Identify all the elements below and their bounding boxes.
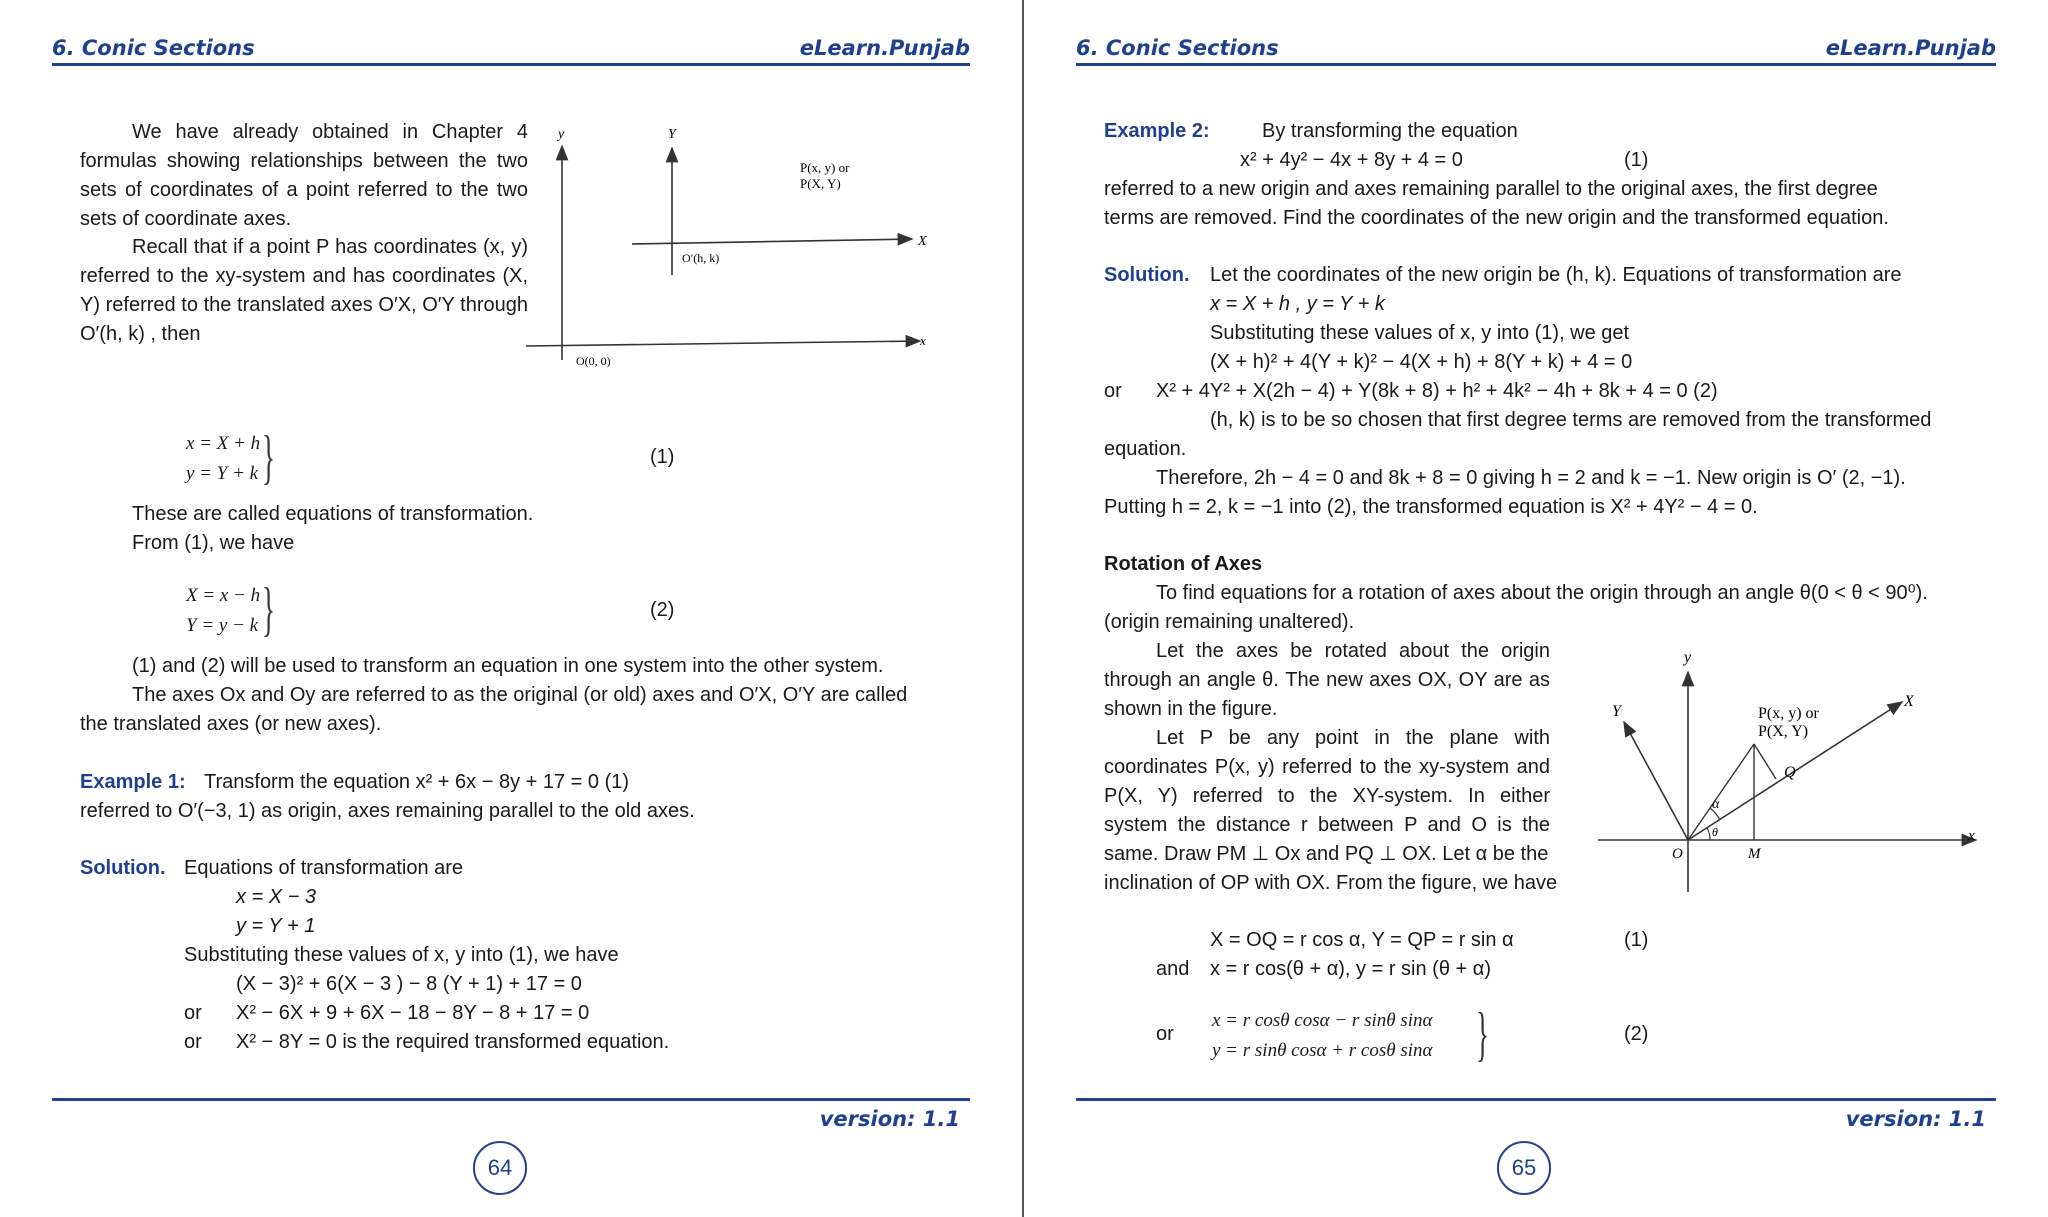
example2-equation: x² + 4y² − 4x + 8y + 4 = 0 [1240,149,1463,171]
solution-step-1: x = X − 3 [236,886,317,908]
solution-step-4: X² + 4Y² + X(2h − 4) + Y(8k + 8) + h² + 4k² − 4h + 8k + 4 = 0 (2) [1156,380,1718,402]
rotation-para-4: Let P be any point in the plane with coordinates P(x, y) referred to the xy-system and P(X, Y) referred to the XY-system. In either system the distance r between P and O is the same. Draw PM ⊥ Ox and PQ ⊥ OX. Let α be the [1104,727,1550,865]
O-label: O [1672,846,1683,862]
eq1-brace: } [262,424,275,490]
page-header [1076,36,1996,66]
from1-text: From (1), we have [132,532,295,554]
intro-paragraph-2: Recall that if a point P has coordinates (x, y) referred to the xy-system and has coordinates (X, Y) referred to the translated axes O′X, O′Y through O′(h, k) , then [80,236,528,345]
solution-step-1: x = X + h , y = Y + k [1210,293,1385,315]
or-label-1: or [184,1002,202,1024]
eq2-tag: (2) [650,599,675,621]
example1-text: Transform the equation x² + 6x − 8y + 17 = 0 (1) [204,771,630,793]
alpha-label: α [1712,797,1720,812]
rotation-eq-3: x = r cosθ cosα − r sinθ sinα [1212,1010,1433,1031]
brand-name: eLearn.Punjab [1825,36,1996,60]
point-label-1: P(x, y) or [800,160,850,175]
eq1-tag: (1) [650,446,675,468]
X-axis [632,239,912,244]
rotation-figure [1598,640,1988,900]
solution-text: Let the coordinates of the new origin be (h, k). Equations of transformation are [1210,264,1902,286]
solution-step-6: equation. [1104,438,1187,460]
theta-label: θ [1712,825,1718,839]
solution-step-3: Substituting these values of x, y into (1), we have [184,944,619,966]
rotation-brace: } [1476,1001,1489,1067]
point-label-1: P(x, y) or [1758,705,1819,722]
called-text: These are called equations of transformation. [132,503,534,525]
example2-para-1: referred to a new origin and axes remaining parallel to the original axes, the first degree [1104,178,1878,200]
and-label: and [1156,958,1190,980]
origin-label: O(0, 0) [576,354,611,368]
y-label: y [1684,649,1692,666]
page-header [52,36,970,66]
intro-paragraph-1: We have already obtained in Chapter 4 formulas showing relationships between the two sets of coordinates of a point referred to the two sets of coordinate axes. [80,121,528,230]
version-label: version: 1.1 [819,1107,960,1131]
X-label: X [1904,693,1914,710]
axes-text-2: the translated axes (or new axes). [80,713,382,735]
solution-step-6: X² − 8Y = 0 is the required transformed equation. [236,1031,670,1053]
Q-label: Q [1784,764,1796,781]
page-footer [52,1098,970,1131]
solution-step-5: (h, k) is to be so chosen that first degree terms are removed from the transformed [1210,409,1932,431]
eq2-line1: X = x − h [186,585,261,606]
example2-para-2: terms are removed. Find the coordinates of the new origin and the transformed equation. [1104,207,1889,229]
eq1-line1: x = X + h [186,433,261,454]
rotation-para-5: inclination of OP with OX. From the figure, we have [1104,872,1558,894]
Y-label: Y [1612,703,1621,720]
solution-step-5: X² − 6X + 9 + 6X − 18 − 8Y − 8 + 17 = 0 [236,1002,590,1024]
or-label-2: or [184,1031,202,1053]
PQ-line [1754,744,1776,779]
Y-label: Y [668,127,676,142]
example1-text-2: referred to O′(−3, 1) as origin, axes remaining parallel to the old axes. [80,800,695,822]
rotation-para-3: Let the axes be rotated about the origin through an angle θ. The new axes OX, OY are as shown in the figure. [1104,640,1550,720]
page-number: 65 [1497,1141,1551,1195]
eq2-brace: } [262,576,275,642]
rotation-eq-1: X = OQ = r cos α, Y = QP = r sin α [1210,929,1514,951]
solution-step-2: y = Y + 1 [236,915,316,937]
rotation-title: Rotation of Axes [1104,553,1263,575]
new-origin-label: O′(h, k) [682,251,720,265]
solution-label: Solution. [1104,264,1190,286]
y-label: y [558,127,565,142]
solution-label: Solution. [80,857,166,879]
page-number: 64 [473,1141,527,1195]
rotation-para-1: To find equations for a rotation of axes about the origin through an angle θ(0 < θ < 90⁰). [1156,582,1928,604]
rotation-eq-2: x = r cos(θ + α), y = r sin (θ + α) [1210,958,1491,980]
OP-line [1688,744,1754,840]
or-label-2: or [1156,1023,1174,1045]
example1-label: Example 1: [80,771,186,793]
rotation-eq-1-tag: (1) [1624,929,1649,951]
M-label: M [1748,846,1761,862]
chapter-title: 6. Conic Sections [1076,36,1279,60]
point-label-2: P(X, Y) [1758,723,1809,740]
example2-label: Example 2: [1104,120,1210,142]
solution-step-2: Substituting these values of x, y into (1), we get [1210,322,1630,344]
translation-figure [520,120,940,390]
point-label-2: P(X, Y) [800,176,841,191]
solution-step-4: (X − 3)² + 6(X − 3 ) − 8 (Y + 1) + 17 = 0 [236,973,582,995]
eq1-line2: y = Y + k [186,463,259,484]
x-label: x [920,333,926,348]
example2-tag: (1) [1624,149,1649,171]
page-footer [1076,1098,1996,1131]
axes-text-1: The axes Ox and Oy are referred to as the original (or old) axes and O′X, O′Y are called [132,684,908,706]
Y-axis [1624,722,1688,840]
page-65 [1024,0,2048,1217]
or-label: or [1104,380,1122,402]
chapter-title: 6. Conic Sections [52,36,255,60]
theta-arc [1707,828,1710,840]
solution-step-8: Putting h = 2, k = −1 into (2), the transformed equation is X² + 4Y² − 4 = 0. [1104,496,1758,518]
eq2-line2: Y = y − k [186,615,259,636]
solution-step-3: (X + h)² + 4(Y + k)² − 4(X + h) + 8(Y + k) + 4 = 0 [1210,351,1633,373]
rotation-eq-4: y = r sinθ cosα + r cosθ sinα [1212,1040,1433,1061]
version-label: version: 1.1 [1845,1107,1986,1131]
solution-step-7: Therefore, 2h − 4 = 0 and 8k + 8 = 0 giving h = 2 and k = −1. New origin is O′ (2, −1). [1156,467,1906,489]
X-label: X [918,234,927,249]
solution-text: Equations of transformation are [184,857,464,879]
brand-name: eLearn.Punjab [799,36,970,60]
x-label: x [1968,828,1975,844]
usage-text: (1) and (2) will be used to transform an equation in one system into the other system. [132,655,884,677]
x-axis [526,341,920,346]
example2-text: By transforming the equation [1262,120,1518,142]
rotation-eq-34-tag: (2) [1624,1023,1649,1045]
rotation-para-2: (origin remaining unaltered). [1104,611,1355,633]
